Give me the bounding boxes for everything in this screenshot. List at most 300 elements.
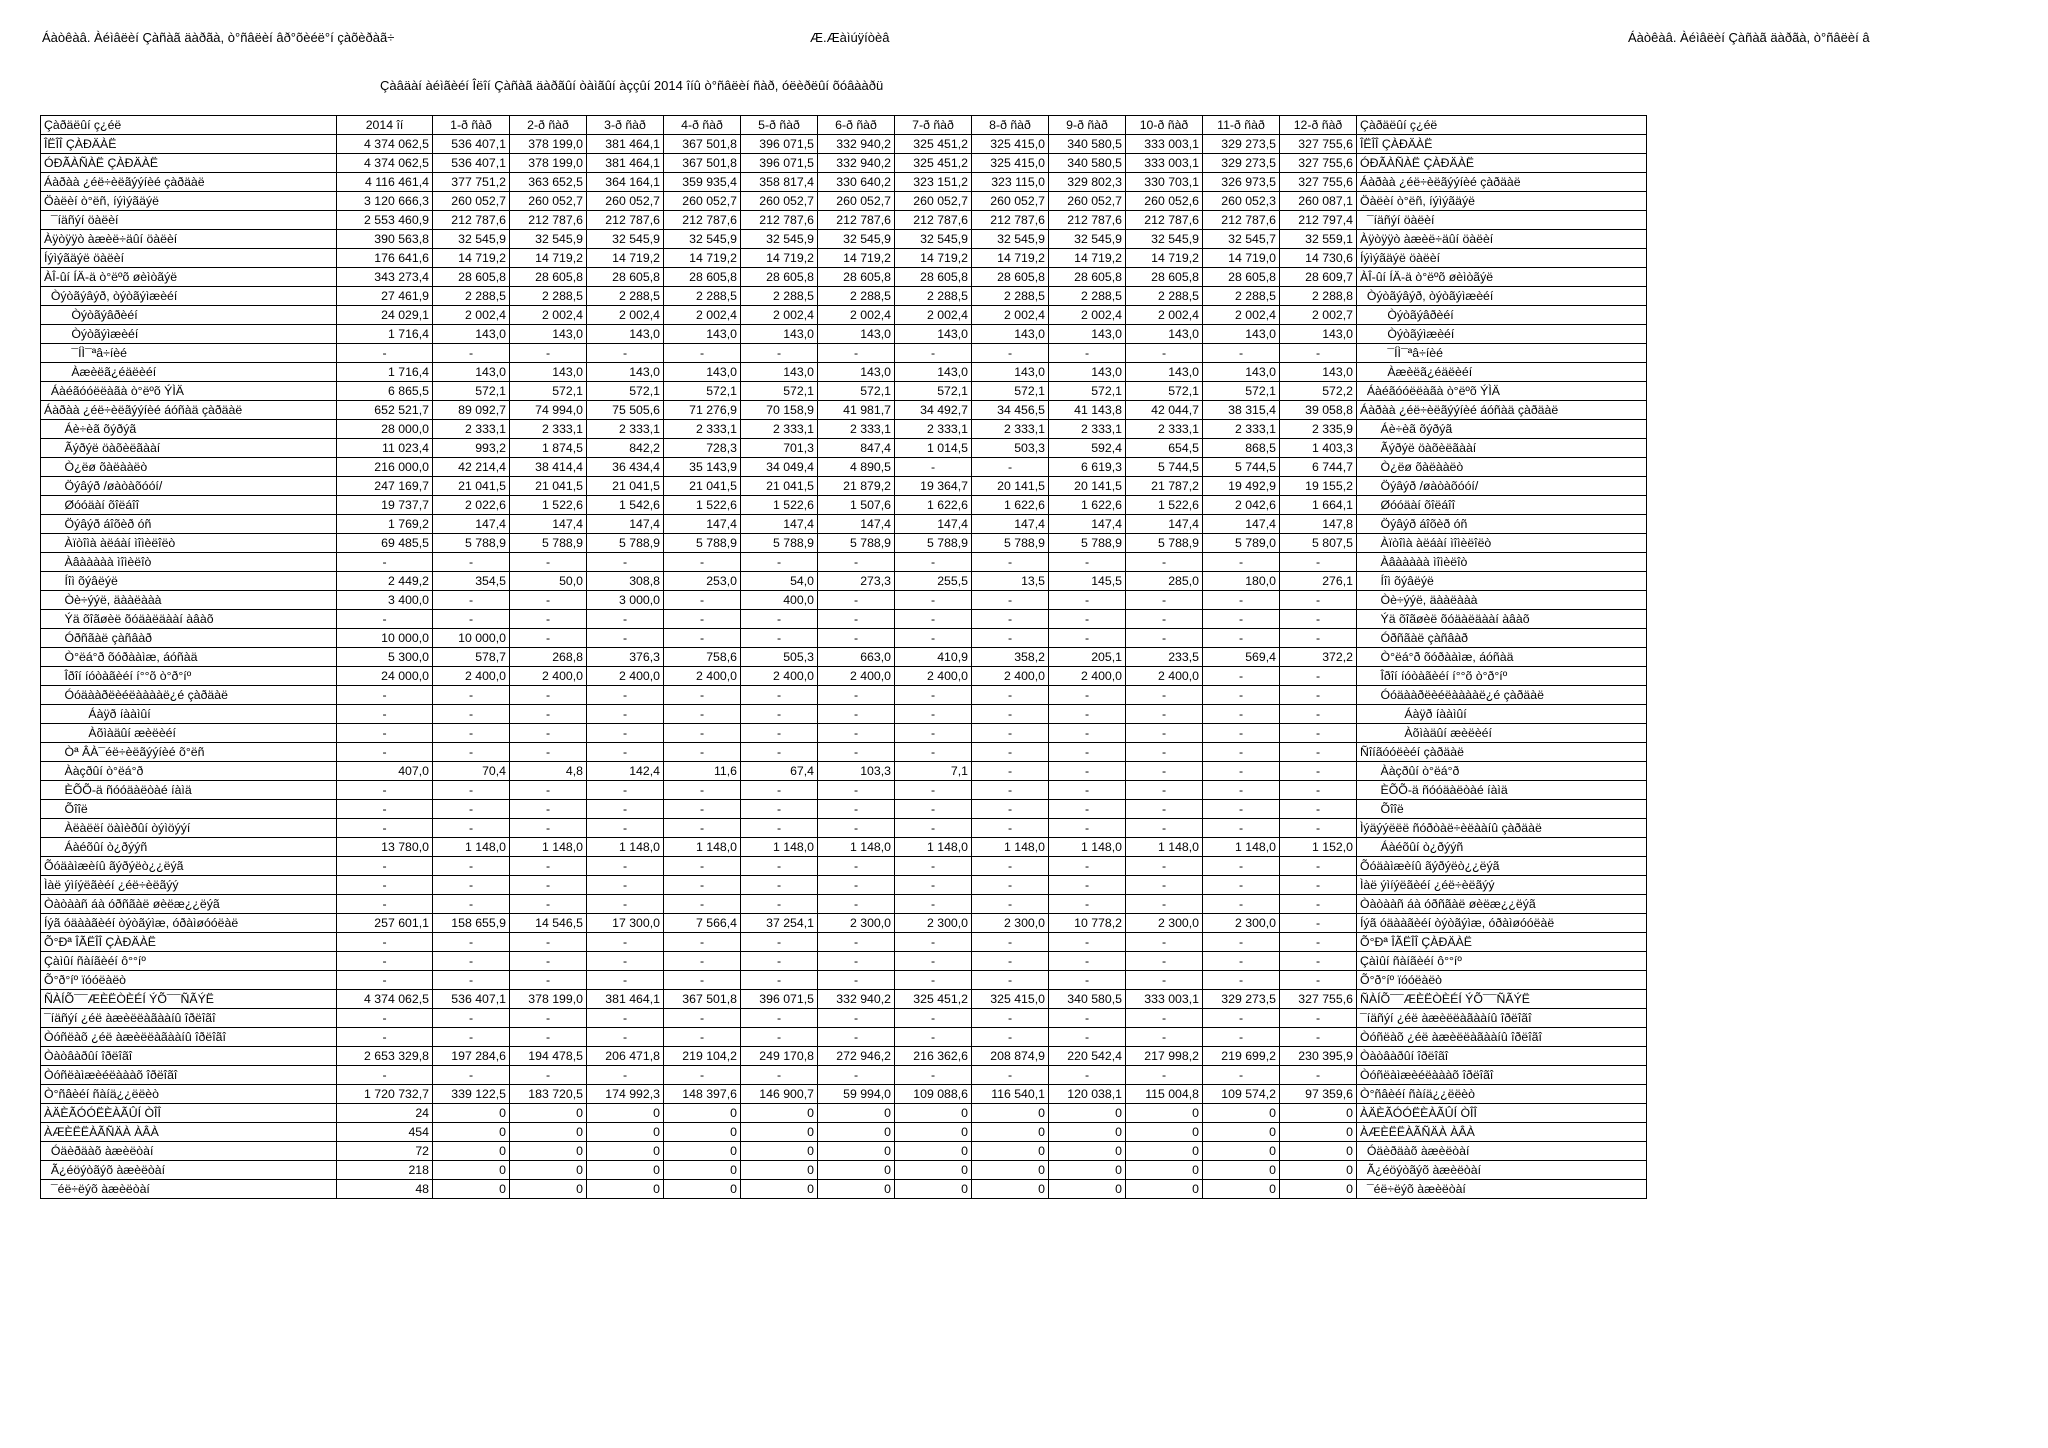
table-cell: 652 521,7 [337, 401, 433, 420]
table-row [41, 135, 1647, 154]
table-cell: 0 [1126, 1161, 1203, 1180]
table-cell: 0 [741, 1161, 818, 1180]
table-cell: 0 [818, 1180, 895, 1199]
table-cell: - [433, 857, 510, 876]
table-cell: - [972, 819, 1049, 838]
table-cell: - [1126, 1009, 1203, 1028]
table-cell: 326 973,5 [1203, 173, 1280, 192]
table-cell: - [1280, 1066, 1357, 1085]
table-cell: - [337, 743, 433, 762]
header-right-signature: Áàòêàâ. Àéìâëèí Çàñàã äàðãà, ò°ñâëèí â [1628, 30, 1870, 45]
table-cell: 2 288,5 [433, 287, 510, 306]
table-cell: - [1049, 1028, 1126, 1047]
table-cell: - [1280, 553, 1357, 572]
table-cell: 97 359,6 [1280, 1085, 1357, 1104]
table-cell: 11 023,4 [337, 439, 433, 458]
row-label-right: Ãýðýë öàõèëãààí [1357, 439, 1647, 458]
table-cell: - [1203, 876, 1280, 895]
table-cell: 1 522,6 [510, 496, 587, 515]
table-cell: 38 315,4 [1203, 401, 1280, 420]
table-cell: 2 333,1 [1049, 420, 1126, 439]
row-label: Ìàë ýìíýëãèéí ¿éë÷èëãýý [41, 876, 337, 895]
table-cell: 147,4 [818, 515, 895, 534]
table-cell: 358 817,4 [741, 173, 818, 192]
table-cell: 572,1 [1203, 382, 1280, 401]
row-label-right: Õ°Ðª ÎÃËÎÎ ÇÀÐÄÀË [1357, 933, 1647, 952]
table-cell: - [818, 895, 895, 914]
table-cell: 2 400,0 [818, 667, 895, 686]
table-cell: 396 071,5 [741, 154, 818, 173]
table-cell: 1 148,0 [818, 838, 895, 857]
table-cell: - [1203, 933, 1280, 952]
table-cell: 2 400,0 [895, 667, 972, 686]
table-cell: - [1049, 686, 1126, 705]
table-cell: - [664, 895, 741, 914]
table-cell: - [895, 610, 972, 629]
table-cell: - [1049, 971, 1126, 990]
table-cell: 2 002,4 [972, 306, 1049, 325]
table-cell: 14 719,2 [972, 249, 1049, 268]
table-cell: - [664, 857, 741, 876]
table-row [41, 895, 1647, 914]
table-cell: - [433, 895, 510, 914]
row-label-right: Õîîë [1357, 800, 1647, 819]
table-cell: 327 755,6 [1280, 990, 1357, 1009]
row-label: ÑÀÍÕ¯¯ÆÈËÒÈÉÍ ÝÕ¯¯ÑÃÝË [41, 990, 337, 1009]
table-cell: 339 122,5 [433, 1085, 510, 1104]
table-cell: - [664, 971, 741, 990]
table-row [41, 496, 1647, 515]
row-label-right: ÀÄÈÃÓÓËÈÀÃÛÍ ÒÎÎ [1357, 1104, 1647, 1123]
table-cell: - [664, 1066, 741, 1085]
table-cell: 0 [433, 1142, 510, 1161]
table-cell: 143,0 [1126, 363, 1203, 382]
table-cell: - [1049, 591, 1126, 610]
table-cell: - [337, 819, 433, 838]
table-cell: 2 449,2 [337, 572, 433, 591]
table-cell: - [1280, 1028, 1357, 1047]
table-cell: - [1203, 895, 1280, 914]
table-cell: 2 300,0 [1126, 914, 1203, 933]
table-cell: 505,3 [741, 648, 818, 667]
row-label-right: Õóäàìæèíû ãýðýëò¿¿ëýã [1357, 857, 1647, 876]
header-center-name: Æ.Æàìúÿíòèâ [810, 30, 890, 45]
table-cell: 654,5 [1126, 439, 1203, 458]
table-cell: 358,2 [972, 648, 1049, 667]
table-cell: - [433, 819, 510, 838]
table-cell: 0 [895, 1161, 972, 1180]
table-cell: - [1126, 762, 1203, 781]
table-cell: 323 151,2 [895, 173, 972, 192]
table-cell: - [972, 705, 1049, 724]
row-label: Íýã óäààãèéí òýòãýìæ, óðàìøóóëàë [41, 914, 337, 933]
table-cell: - [664, 344, 741, 363]
table-cell: 4-ð ñàð [664, 116, 741, 135]
table-cell: - [433, 800, 510, 819]
table-cell: - [1126, 895, 1203, 914]
row-label-right: ¯ÍÌ¯ªâ÷íèé [1357, 344, 1647, 363]
row-label: ÓÐÃÀÑÀË ÇÀÐÄÀË [41, 154, 337, 173]
row-label-right: Íýìýãäýë öàëèí [1357, 249, 1647, 268]
table-cell: - [1126, 857, 1203, 876]
table-cell: 28 605,8 [741, 268, 818, 287]
table-cell: 0 [972, 1180, 1049, 1199]
table-cell: 6 744,7 [1280, 458, 1357, 477]
table-row [41, 857, 1647, 876]
table-cell: 367 501,8 [664, 154, 741, 173]
table-cell: - [1280, 762, 1357, 781]
table-row [41, 515, 1647, 534]
table-cell: 2-ð ñàð [510, 116, 587, 135]
table-cell: 2 333,1 [1126, 420, 1203, 439]
table-cell: 847,4 [818, 439, 895, 458]
table-cell: 572,1 [972, 382, 1049, 401]
row-label: Ò¿ëø õàëààëò [41, 458, 337, 477]
table-cell: - [972, 895, 1049, 914]
table-cell: - [510, 952, 587, 971]
table-cell: - [972, 743, 1049, 762]
table-cell: - [895, 971, 972, 990]
table-cell: 143,0 [510, 363, 587, 382]
table-cell: - [433, 781, 510, 800]
table-row [41, 1104, 1647, 1123]
table-cell: - [1280, 705, 1357, 724]
row-label: ÎËÎÎ ÇÀÐÄÀË [41, 135, 337, 154]
table-cell: - [818, 705, 895, 724]
table-cell: - [895, 1066, 972, 1085]
table-cell: 10-ð ñàð [1126, 116, 1203, 135]
table-cell: 572,1 [818, 382, 895, 401]
table-cell: - [741, 705, 818, 724]
table-cell: 0 [895, 1180, 972, 1199]
table-cell: 4 890,5 [818, 458, 895, 477]
table-cell: 1 622,6 [972, 496, 1049, 515]
table-cell: 329 273,5 [1203, 135, 1280, 154]
table-cell: - [1280, 876, 1357, 895]
table-row [41, 933, 1647, 952]
table-cell: 0 [972, 1142, 1049, 1161]
table-cell: 109 574,2 [1203, 1085, 1280, 1104]
table-cell: 3 000,0 [587, 591, 664, 610]
table-row [41, 743, 1647, 762]
table-cell: 147,4 [664, 515, 741, 534]
table-cell: 354,5 [433, 572, 510, 591]
row-label: Áàéãóóëëàãà ò°ëºõ ÝÌÄ [41, 382, 337, 401]
table-row [41, 553, 1647, 572]
table-cell: - [664, 629, 741, 648]
table-cell: 364 164,1 [587, 173, 664, 192]
table-cell: 2 288,5 [895, 287, 972, 306]
table-cell: - [433, 1066, 510, 1085]
table-cell: 273,3 [818, 572, 895, 591]
table-cell: 260 052,7 [972, 192, 1049, 211]
table-cell: 536 407,1 [433, 135, 510, 154]
table-cell: 28 605,8 [664, 268, 741, 287]
table-cell: 41 143,8 [1049, 401, 1126, 420]
table-cell: 109 088,6 [895, 1085, 972, 1104]
table-cell: 120 038,1 [1049, 1085, 1126, 1104]
table-cell: 2 002,4 [818, 306, 895, 325]
table-cell: 0 [972, 1161, 1049, 1180]
table-cell: - [1126, 876, 1203, 895]
table-cell: - [664, 1009, 741, 1028]
table-row [41, 629, 1647, 648]
row-label-right: Öýâýð /øàòàõóóí/ [1357, 477, 1647, 496]
table-cell: - [972, 686, 1049, 705]
table-cell: - [1126, 819, 1203, 838]
table-cell: 13 780,0 [337, 838, 433, 857]
row-label-right: Öýâýð áîõèð óñ [1357, 515, 1647, 534]
table-cell: - [1203, 857, 1280, 876]
row-label: Öýâýð áîõèð óñ [41, 515, 337, 534]
table-cell: 28 000,0 [337, 420, 433, 439]
table-cell: 42 044,7 [1126, 401, 1203, 420]
table-cell: 34 492,7 [895, 401, 972, 420]
table-cell: - [664, 705, 741, 724]
table-cell: 27 461,9 [337, 287, 433, 306]
table-cell: 1 148,0 [895, 838, 972, 857]
table-cell: 2 333,1 [1203, 420, 1280, 439]
table-cell: 21 041,5 [664, 477, 741, 496]
row-label-right: Òàòààñ áà óðñãàë øèëæ¿¿ëýã [1357, 895, 1647, 914]
table-cell: 536 407,1 [433, 990, 510, 1009]
table-cell: 2 300,0 [972, 914, 1049, 933]
table-cell: 143,0 [1203, 325, 1280, 344]
table-row [41, 382, 1647, 401]
table-cell: 28 605,8 [1049, 268, 1126, 287]
table-cell: 145,5 [1049, 572, 1126, 591]
table-row [41, 1009, 1647, 1028]
table-cell: - [337, 952, 433, 971]
table-cell: 32 559,1 [1280, 230, 1357, 249]
table-cell: 12-ð ñàð [1280, 116, 1357, 135]
table-cell: - [741, 800, 818, 819]
table-cell: 0 [510, 1180, 587, 1199]
table-cell: 2 288,5 [1126, 287, 1203, 306]
table-cell: 1 716,4 [337, 325, 433, 344]
table-cell: 0 [741, 1142, 818, 1161]
table-row [41, 724, 1647, 743]
table-cell: - [510, 933, 587, 952]
table-cell: - [818, 876, 895, 895]
row-label-right: Òýòãýâðèéí [1357, 306, 1647, 325]
table-cell: - [895, 933, 972, 952]
row-label: Áàðàà ¿éë÷èëãýýíèé çàðäàë [41, 173, 337, 192]
table-cell: - [1203, 819, 1280, 838]
row-label-right: ÓÐÃÀÑÀË ÇÀÐÄÀË [1357, 154, 1647, 173]
table-cell: 367 501,8 [664, 135, 741, 154]
table-cell: - [510, 743, 587, 762]
table-cell: 285,0 [1126, 572, 1203, 591]
table-cell: 2 042,6 [1203, 496, 1280, 515]
table-cell: - [1280, 743, 1357, 762]
table-cell: 325 451,2 [895, 990, 972, 1009]
table-cell: 663,0 [818, 648, 895, 667]
table-cell: 0 [433, 1123, 510, 1142]
table-cell: 212 787,6 [818, 211, 895, 230]
table-cell: 0 [587, 1104, 664, 1123]
table-cell: 0 [1049, 1142, 1126, 1161]
table-cell: - [664, 553, 741, 572]
table-cell: - [1280, 1009, 1357, 1028]
table-cell: - [895, 705, 972, 724]
row-label: Ãýðýë öàõèëãààí [41, 439, 337, 458]
row-label: ÈÕÕ-ä ñóóäàëòàé íàìä [41, 781, 337, 800]
table-cell: 340 580,5 [1049, 135, 1126, 154]
table-cell: 329 802,3 [1049, 173, 1126, 192]
table-cell: - [972, 952, 1049, 971]
table-cell: 14 719,2 [587, 249, 664, 268]
table-cell: 230 395,9 [1280, 1047, 1357, 1066]
row-label-right: Ã¿éöýòãýõ àæèëòàí [1357, 1161, 1647, 1180]
row-label-right: Ìàë ýìíýëãèéí ¿éë÷èëãýý [1357, 876, 1647, 895]
table-cell: - [741, 895, 818, 914]
table-cell: 4 374 062,5 [337, 154, 433, 173]
table-cell: - [895, 591, 972, 610]
table-cell: 212 787,6 [741, 211, 818, 230]
table-cell: - [972, 1028, 1049, 1047]
row-label-right: Àïòîìà àëáàí ìîìèëîëò [1357, 534, 1647, 553]
table-cell: 327 755,6 [1280, 135, 1357, 154]
table-cell: - [587, 933, 664, 952]
table-cell: 21 041,5 [510, 477, 587, 496]
table-cell: 407,0 [337, 762, 433, 781]
table-cell: - [1203, 781, 1280, 800]
table-cell: - [1126, 344, 1203, 363]
table-cell: 2 400,0 [1049, 667, 1126, 686]
table-cell: 17 300,0 [587, 914, 664, 933]
row-label: Ýä õîãøèë õóäàëäààí àâàõ [41, 610, 337, 629]
table-cell: - [818, 610, 895, 629]
table-cell: 2 400,0 [664, 667, 741, 686]
table-cell: 2 022,6 [433, 496, 510, 515]
table-cell: - [895, 686, 972, 705]
row-label: Áàéõûí ò¿ðýýñ [41, 838, 337, 857]
table-cell: - [587, 1066, 664, 1085]
table-cell: - [1049, 819, 1126, 838]
table-cell: - [1126, 800, 1203, 819]
table-cell: - [1280, 629, 1357, 648]
row-label: ÀÆÈËËÀÃÑÄÀ ÀÂÀ [41, 1123, 337, 1142]
row-label-right: Çàìûí ñàíãèéí ô°°íº [1357, 952, 1647, 971]
row-label: Òª ÂÀ¯éë÷èëãýýíèé õ°ëñ [41, 743, 337, 762]
table-cell: 503,3 [972, 439, 1049, 458]
table-cell: 10 000,0 [337, 629, 433, 648]
table-cell: 2 400,0 [972, 667, 1049, 686]
table-cell: 146 900,7 [741, 1085, 818, 1104]
row-label-right: Àÿòÿÿò àæèë÷äûí öàëèí [1357, 230, 1647, 249]
row-label: Õ°ð°íº ïóóëàëò [41, 971, 337, 990]
row-label: Îðîí íóòàãèéí í°°õ ò°ð°íº [41, 667, 337, 686]
row-label: Ò°ñâèéí ñàíä¿¿ëëèò [41, 1085, 337, 1104]
table-cell: 28 605,8 [510, 268, 587, 287]
row-label-right: Íîì õýâëýë [1357, 572, 1647, 591]
row-label-right: Óóäààðëèéëààààë¿é çàðäàë [1357, 686, 1647, 705]
table-cell: 208 874,9 [972, 1047, 1049, 1066]
table-row [41, 1047, 1647, 1066]
table-cell: 1 148,0 [1203, 838, 1280, 857]
table-cell: 1 664,1 [1280, 496, 1357, 515]
table-row [41, 363, 1647, 382]
table-cell: 0 [895, 1104, 972, 1123]
table-cell: - [741, 1009, 818, 1028]
table-cell: - [1049, 800, 1126, 819]
table-cell: 54,0 [741, 572, 818, 591]
table-cell: - [1126, 1028, 1203, 1047]
table-cell: 28 605,8 [818, 268, 895, 287]
budget-table [40, 115, 1647, 1199]
table-cell: 2 002,7 [1280, 306, 1357, 325]
table-cell: 14 719,2 [895, 249, 972, 268]
table-row [41, 477, 1647, 496]
table-cell: 28 605,8 [433, 268, 510, 287]
table-cell: 0 [972, 1104, 1049, 1123]
table-cell: - [664, 686, 741, 705]
table-cell: - [433, 724, 510, 743]
table-cell: 0 [510, 1104, 587, 1123]
table-cell: 147,4 [895, 515, 972, 534]
table-cell: 0 [1280, 1161, 1357, 1180]
table-cell: - [1280, 667, 1357, 686]
table-cell: - [741, 971, 818, 990]
table-cell: 260 052,3 [1203, 192, 1280, 211]
table-cell: - [741, 876, 818, 895]
table-row [41, 1161, 1647, 1180]
table-row [41, 648, 1647, 667]
row-label: ¯íäñýí öàëèí [41, 211, 337, 230]
table-cell: - [337, 781, 433, 800]
row-label: ¯íäñýí ¿éë àæèëëàãààíû îðëîãî [41, 1009, 337, 1028]
table-cell: 255,5 [895, 572, 972, 591]
table-cell: - [1280, 591, 1357, 610]
table-cell: 147,8 [1280, 515, 1357, 534]
table-cell: 6-ð ñàð [818, 116, 895, 135]
table-cell: 1 152,0 [1280, 838, 1357, 857]
table-cell: 36 434,4 [587, 458, 664, 477]
row-label: Áàðàà ¿éë÷èëãýýíèé áóñàä çàðäàë [41, 401, 337, 420]
row-label-right: Áàéõûí ò¿ðýýñ [1357, 838, 1647, 857]
table-cell: - [972, 591, 1049, 610]
table-cell: 325 415,0 [972, 135, 1049, 154]
table-cell: 329 273,5 [1203, 154, 1280, 173]
table-cell: 0 [818, 1123, 895, 1142]
table-cell: 39 058,8 [1280, 401, 1357, 420]
table-cell: - [895, 1028, 972, 1047]
table-cell: 143,0 [1280, 363, 1357, 382]
table-cell: - [337, 895, 433, 914]
table-cell: 32 545,7 [1203, 230, 1280, 249]
table-cell: 0 [510, 1142, 587, 1161]
row-label-right: Ò¿ëø õàëààëò [1357, 458, 1647, 477]
table-cell: - [1049, 781, 1126, 800]
table-cell: - [510, 1066, 587, 1085]
table-cell: - [1280, 857, 1357, 876]
table-cell: - [741, 952, 818, 971]
table-cell: - [510, 686, 587, 705]
table-cell: - [664, 743, 741, 762]
table-cell: 410,9 [895, 648, 972, 667]
row-label: Òè÷ýýë, äààëààà [41, 591, 337, 610]
row-label-right: Òóñëàõ ¿éë àæèëëàãààíû îðëîãî [1357, 1028, 1647, 1047]
table-cell: 0 [1049, 1161, 1126, 1180]
table-cell: - [1126, 952, 1203, 971]
table-cell: 205,1 [1049, 648, 1126, 667]
table-cell: 28 605,8 [1203, 268, 1280, 287]
table-cell: 41 981,7 [818, 401, 895, 420]
table-cell: - [1280, 819, 1357, 838]
table-cell: - [587, 686, 664, 705]
table-cell: 206 471,8 [587, 1047, 664, 1066]
